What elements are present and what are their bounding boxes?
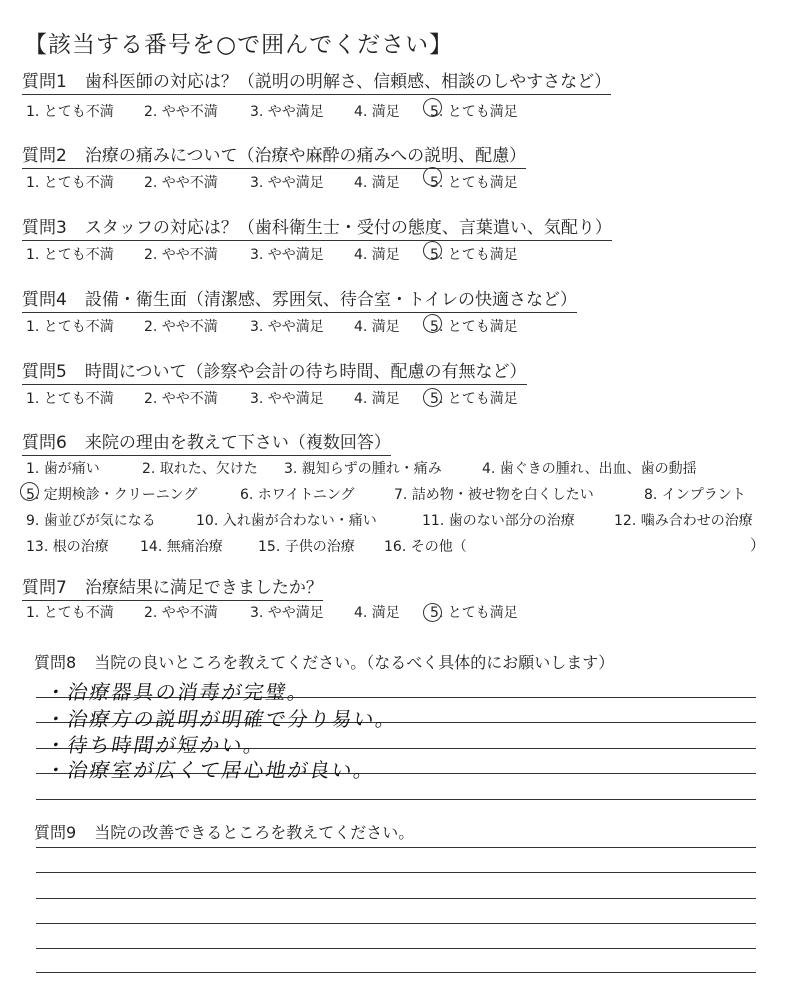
option-4[interactable]: 4. 満足 — [354, 319, 400, 335]
option-5[interactable]: 5. とても満足 — [430, 175, 518, 191]
option-5[interactable]: 5. とても満足 — [430, 247, 518, 263]
option-4[interactable]: 4. 満足 — [354, 391, 400, 407]
option-other[interactable]: 16. その他（ — [384, 539, 467, 555]
question-number: 質問7 — [22, 578, 67, 598]
option-3[interactable]: 3. やや満足 — [250, 605, 324, 621]
option-4[interactable]: 4. 満足 — [354, 104, 400, 120]
question-1-title — [22, 72, 611, 95]
question-2-title — [22, 146, 526, 169]
handwritten-answer: ・治療室が広くて居心地が良い。 — [43, 758, 378, 782]
question-number: 質問1 — [22, 72, 67, 92]
question-text: 治療の痛みについて（治療や麻酔の痛みへの説明、配慮） — [84, 146, 527, 166]
option[interactable]: 3. 親知らずの腫れ・痛み — [284, 461, 442, 477]
option-3[interactable]: 3. やや満足 — [250, 104, 324, 120]
option[interactable]: 4. 歯ぐきの腫れ、出血、歯の動揺 — [482, 461, 697, 477]
close-paren: ） — [750, 536, 766, 554]
option[interactable]: 8. インプラント — [644, 487, 746, 503]
option-2[interactable]: 2. やや不満 — [144, 605, 218, 621]
option-5[interactable]: 5. とても満足 — [430, 104, 518, 120]
option[interactable]: 12. 噛み合わせの治療 — [614, 513, 753, 529]
question-text: 来院の理由を教えて下さい（複数回答） — [84, 433, 391, 453]
question-text: 設備・衛生面（清潔感、雰囲気、待合室・トイレの快適さなど） — [84, 290, 577, 310]
option-2[interactable]: 2. やや不満 — [144, 391, 218, 407]
answer-line — [36, 898, 756, 899]
option-3[interactable]: 3. やや満足 — [250, 247, 324, 263]
question-number: 質問5 — [22, 362, 67, 382]
option-2[interactable]: 2. やや不満 — [144, 319, 218, 335]
question-text: 治療結果に満足できましたか？ — [84, 578, 323, 598]
option[interactable]: 13. 根の治療 — [26, 539, 109, 555]
option-1[interactable]: 1. とても不満 — [26, 175, 114, 191]
option[interactable]: 15. 子供の治療 — [258, 539, 355, 555]
question-8-title — [34, 650, 614, 673]
option[interactable]: 1. 歯が痛い — [26, 461, 100, 477]
option[interactable]: 7. 詰め物・被せ物を白くしたい — [394, 487, 594, 503]
option-1[interactable]: 1. とても不満 — [26, 391, 114, 407]
option-1[interactable]: 1. とても不満 — [26, 247, 114, 263]
question-4-title — [22, 290, 577, 313]
question-number: 質問4 — [22, 290, 67, 310]
page-title: 【該当する番号を○で囲んでください】 — [24, 32, 454, 58]
option-4[interactable]: 4. 満足 — [354, 247, 400, 263]
option[interactable]: 11. 歯のない部分の治療 — [422, 513, 575, 529]
question-7-title — [22, 578, 323, 601]
handwritten-answer: ・待ち時間が短かい。 — [43, 733, 268, 757]
question-number: 質問6 — [22, 433, 67, 453]
option[interactable]: 10. 入れ歯が合わない・痛い — [196, 513, 377, 529]
question-3-title — [22, 218, 612, 241]
handwritten-answer: ・治療器具の消毒が完璧。 — [43, 680, 312, 704]
option-5[interactable]: 5. とても満足 — [430, 391, 518, 407]
question-text: 当院の良いところを教えてください。（なるべく具体的にお願いします） — [94, 653, 615, 672]
question-6-title — [22, 433, 391, 456]
question-number: 質問8 — [34, 653, 77, 672]
question-5-title — [22, 362, 527, 385]
handwritten-answer: ・治療方の説明が明確で分り易い。 — [43, 707, 400, 731]
question-text: 時間について（診察や会計の待ち時間、配慮の有無など） — [84, 362, 527, 382]
answer-line — [36, 948, 756, 949]
question-text: スタッフの対応は？（歯科衛生士・受付の態度、言葉遣い、気配り） — [84, 218, 612, 238]
option-3[interactable]: 3. やや満足 — [250, 175, 324, 191]
option-5[interactable]: 5. とても満足 — [430, 319, 518, 335]
option-2[interactable]: 2. やや不満 — [144, 175, 218, 191]
option[interactable]: 9. 歯並びが気になる — [26, 513, 156, 529]
option-2[interactable]: 2. やや不満 — [144, 247, 218, 263]
question-9-title — [34, 820, 414, 843]
option-4[interactable]: 4. 満足 — [354, 175, 400, 191]
answer-line — [36, 847, 756, 848]
question-text: 歯科医師の対応は？（説明の明解さ、信頼感、相談のしやすさなど） — [84, 72, 612, 92]
question-number: 質問2 — [22, 146, 67, 166]
option-4[interactable]: 4. 満足 — [354, 605, 400, 621]
question-text: 当院の改善できるところを教えてください。 — [94, 823, 415, 842]
question-number: 質問9 — [34, 823, 77, 842]
option-3[interactable]: 3. やや満足 — [250, 319, 324, 335]
answer-line — [36, 923, 756, 924]
option-1[interactable]: 1. とても不満 — [26, 605, 114, 621]
option[interactable]: 6. ホワイトニング — [240, 487, 355, 503]
answer-line — [36, 799, 756, 800]
option-3[interactable]: 3. やや満足 — [250, 391, 324, 407]
option[interactable]: 5. 定期検診・クリーニング — [26, 487, 198, 503]
option[interactable]: 2. 取れた、欠けた — [142, 461, 258, 477]
question-6-options — [26, 462, 786, 562]
option-5[interactable]: 5. とても満足 — [430, 605, 518, 621]
option-2[interactable]: 2. やや不満 — [144, 104, 218, 120]
answer-line — [36, 972, 756, 973]
question-number: 質問3 — [22, 218, 67, 238]
option-1[interactable]: 1. とても不満 — [26, 104, 114, 120]
answer-line — [36, 872, 756, 873]
option-1[interactable]: 1. とても不満 — [26, 319, 114, 335]
option[interactable]: 14. 無痛治療 — [140, 539, 223, 555]
